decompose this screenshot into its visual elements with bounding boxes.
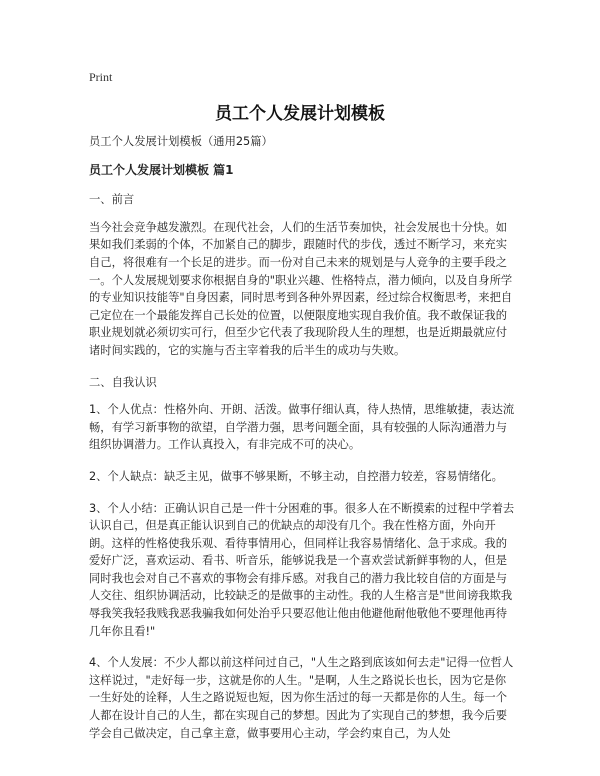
chapter-title: 员工个人发展计划模板 篇1 (89, 162, 234, 177)
paragraph-weaknesses: 2、个人缺点：缺乏主见，做事不够果断，不够主动，自控潜力较差，容易情绪化。 (89, 469, 503, 483)
section-heading-self-awareness: 二、自我认识 (89, 375, 157, 389)
paragraph-summary: 3、个人小结：正确认识自己是一件十分困难的事。很多人在不断摸索的过程中学着去认识自己，但是真正能认识到自己的优缺点的却没有几个。我在性格方面，外向开朗。这样的性格使我乐观、看待事情用心，但同样让我容易情绪化、急于求成。我的爱好广泛，喜欢运动、看书、听音乐，能够说我是一个喜欢尝试新鲜事物的人，但是同时我也会对自己不喜欢的事物会有排斥感。对我自己的潜力我比较自信的方面是与人交往、组织协调活动，比较缺乏的是做事的主动性。我的人生格言是"世间谤我欺我辱我笑我轻我贱我恶我骗我如何处治乎只要忍他让他由他避他耐他敬他不要理他再待几年你且看!" (89, 501, 515, 638)
paragraph-development: 4、个人发展：不少人都以前这样问过自己，"人生之路到底该如何去走"记得一位哲人这样说过，"走好每一步，这就是你的人生。"是啊，人生之路说长也长，因为它是你一生好处的诠释，人生之路说短也短，因为你生活过的每一天都是你的人生。每一个人都在设计自己的人生，都在实现自己的梦想。因此为了实现自己的梦想，我今后要学会自己做决定，自己拿主意，做事要用心主动，学会约束自己，为人处 (89, 656, 514, 740)
preface-paragraph: 当今社会竞争越发激烈。在现代社会，人们的生活节奏加快，社会发展也十分快。如果如我们柔弱的个体，不加紧自己的脚步，跟随时代的步伐，透过不断学习，来充实自己，将很难有一个长足的进步。而一份对自己未来的规划是与人竞争的主要手段之一。个人发展规划要求你根据自身的"职业兴趣、性格特点，潜力倾向，以及自身所学的专业知识技能等"自身因素，同时思考到各种外界因素，经过综合权衡思考，来把自己定位在一个最能发挥自己长处的位置，以便限度地实现自我价值。我不敢保证我的职业规划就必须切实可行，但至少它代表了我现阶段人生的理想，也是近期最就应付诸时间实践的，它的实施与否主宰着我的后半生的成功与失败。 (89, 220, 513, 357)
document-body (89, 133, 517, 756)
section-heading-preface: 一、前言 (89, 193, 135, 207)
document-subtitle: 员工个人发展计划模板（通用25篇） (89, 135, 273, 148)
paragraph-strengths: 1、个人优点：性格外向、开朗、活泼。做事仔细认真，待人热情，思维敏捷，表达流畅，有学习新事物的欲望，自学潜力强，思考问题全面，具有较强的人际沟通潜力与组织协调潜力。工作认真投入，有非完成不可的决心。 (89, 403, 515, 452)
document-title: 员工个人发展计划模板 (215, 104, 385, 124)
print-label[interactable]: Print (89, 70, 113, 84)
